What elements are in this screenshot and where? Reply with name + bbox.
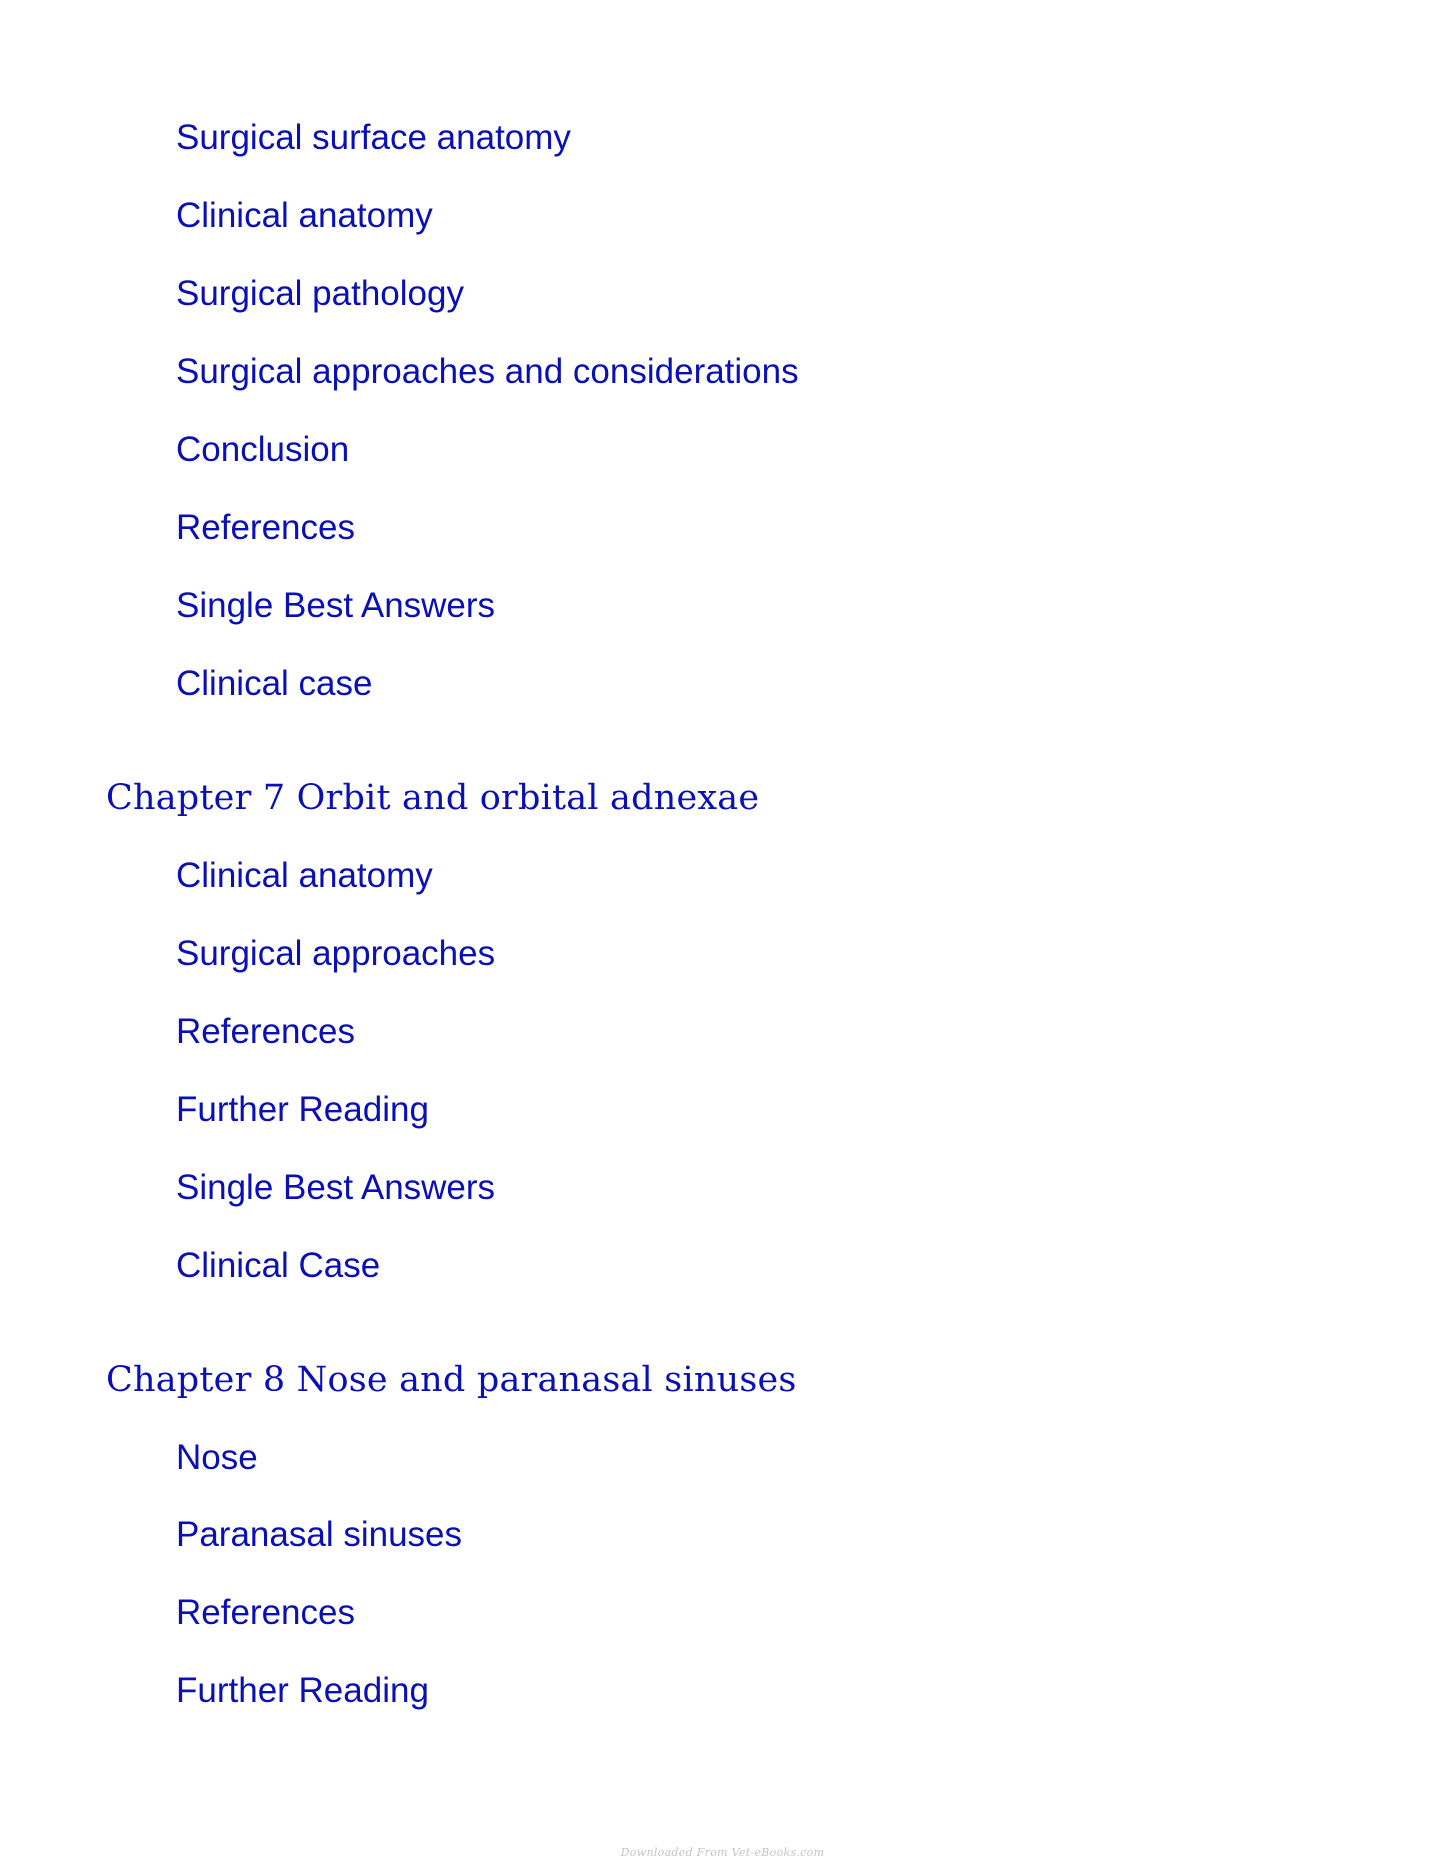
toc-item-surgical-surface-anatomy[interactable]: Surgical surface anatomy bbox=[176, 118, 571, 157]
footer-watermark: Downloaded From Vet-eBooks.com bbox=[620, 1846, 825, 1859]
toc-item-surgical-approaches-and-considerations[interactable]: Surgical approaches and considerations bbox=[176, 352, 799, 391]
toc-item-clinical-anatomy[interactable]: Clinical anatomy bbox=[176, 856, 433, 895]
toc-item-further-reading[interactable]: Further Reading bbox=[176, 1671, 429, 1710]
toc-item-nose[interactable]: Nose bbox=[176, 1438, 258, 1477]
toc-item-paranasal-sinuses[interactable]: Paranasal sinuses bbox=[176, 1515, 462, 1554]
toc-item-surgical-pathology[interactable]: Surgical pathology bbox=[176, 274, 464, 313]
chapter-8-heading[interactable]: Chapter 8 Nose and paranasal sinuses bbox=[106, 1360, 797, 1400]
chapter-7-heading[interactable]: Chapter 7 Orbit and orbital adnexae bbox=[106, 778, 760, 818]
toc-item-further-reading[interactable]: Further Reading bbox=[176, 1090, 429, 1129]
toc-item-single-best-answers[interactable]: Single Best Answers bbox=[176, 586, 496, 625]
toc-item-single-best-answers[interactable]: Single Best Answers bbox=[176, 1168, 496, 1207]
toc-item-surgical-approaches[interactable]: Surgical approaches bbox=[176, 934, 496, 973]
toc-item-clinical-anatomy[interactable]: Clinical anatomy bbox=[176, 196, 433, 235]
toc-item-conclusion[interactable]: Conclusion bbox=[176, 430, 350, 469]
toc-item-clinical-case[interactable]: Clinical case bbox=[176, 664, 373, 703]
toc-item-references[interactable]: References bbox=[176, 508, 355, 547]
toc-item-references[interactable]: References bbox=[176, 1012, 355, 1051]
toc-item-clinical-case[interactable]: Clinical Case bbox=[176, 1246, 381, 1285]
toc-item-references[interactable]: References bbox=[176, 1593, 355, 1632]
